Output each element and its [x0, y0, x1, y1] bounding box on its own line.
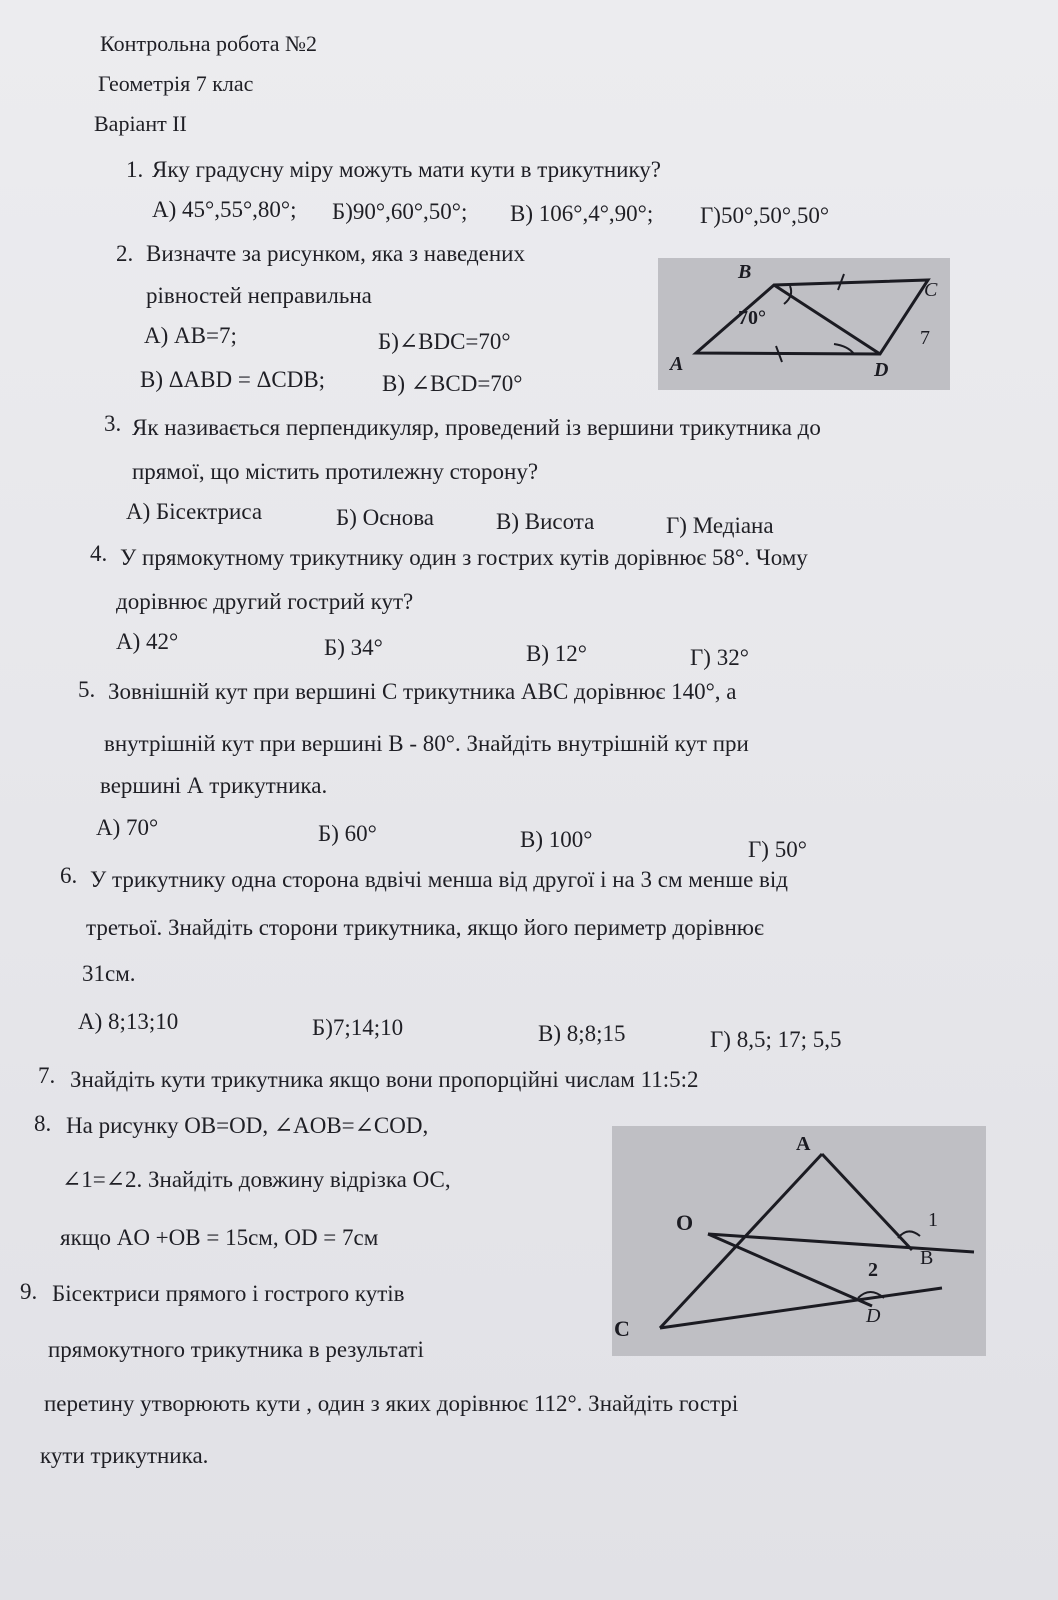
q2-option-c: В) ΔABD = ΔCDB;: [140, 367, 326, 392]
q6-option-c: В) 8;8;15: [538, 1021, 626, 1046]
question-3-number: 3.: [104, 411, 122, 436]
q1-option-b: Б)90°,60°,50°;: [332, 199, 468, 224]
q3-option-c: В) Висота: [496, 509, 595, 534]
q6-option-a: А) 8;13;10: [78, 1009, 179, 1034]
q4-option-a: А) 42°: [116, 629, 179, 654]
question-1-text: Яку градусну міру можуть мати кути в трикутнику?: [152, 157, 662, 182]
triangles-angle-2-label: 2: [868, 1259, 878, 1281]
parallelogram-diagram: [658, 258, 950, 390]
q4-option-d: Г) 32°: [690, 645, 749, 670]
triangles-label-c: C: [614, 1316, 630, 1341]
question-8-text-line-2: ∠1=∠2. Знайдіть довжину відрізка ОС,: [62, 1167, 451, 1192]
question-3-text-line-2: прямої, що містить протилежну сторону?: [132, 459, 539, 484]
parallelogram-label-a: A: [670, 353, 684, 375]
question-6-text-line-3: 31см.: [82, 961, 136, 986]
q5-option-a: А) 70°: [96, 815, 159, 840]
question-6-text-line-2: третьої. Знайдіть сторони трикутника, якщо його периметр дорівнює: [86, 915, 764, 940]
question-2-text-line-2: рівностей неправильна: [146, 283, 372, 308]
question-7-number: 7.: [38, 1063, 56, 1088]
q1-option-a: А) 45°,55°,80°;: [152, 197, 297, 222]
question-4-text-line-1: У прямокутному трикутнику один з гострих кутів дорівнює 58°. Чому: [120, 545, 808, 570]
q5-option-d: Г) 50°: [748, 837, 807, 862]
question-5-text-line-1: Зовнішній кут при вершині С трикутника АВС дорівнює 140°, а: [108, 679, 737, 704]
q3-option-b: Б) Основа: [336, 505, 435, 530]
q2-option-d: В) ∠BCD=70°: [382, 371, 523, 396]
triangles-label-o: O: [676, 1210, 694, 1235]
q5-option-b: Б) 60°: [318, 821, 377, 846]
parallelogram-side-label: 7: [920, 327, 930, 349]
question-8-number: 8.: [34, 1111, 52, 1136]
triangles-label-d: D: [866, 1305, 881, 1327]
question-9-text-line-1: Бісектриси прямого і гострого кутів: [52, 1281, 405, 1306]
q2-option-a: А) АВ=7;: [144, 323, 237, 348]
triangles-label-b: B: [920, 1247, 934, 1269]
parallelogram-angle-label: 70°: [738, 307, 766, 329]
q4-option-b: Б) 34°: [324, 635, 383, 660]
question-9-text-line-4: кути трикутника.: [40, 1443, 209, 1468]
q1-option-d: Г)50°,50°,50°: [700, 203, 830, 228]
question-9-number: 9.: [20, 1279, 38, 1304]
triangles-angle-1-label: 1: [928, 1209, 938, 1231]
question-2-text-line-1: Визначте за рисунком, яка з наведених: [146, 241, 525, 266]
question-8-text-line-1: На рисунку OB=OD, ∠AOB=∠COD,: [66, 1113, 429, 1138]
q3-option-a: А) Бісектриса: [126, 499, 263, 524]
question-1-number: 1.: [126, 157, 144, 182]
question-3-text-line-1: Як називається перпендикуляр, проведений із вершини трикутника до: [132, 415, 821, 440]
variant-line: Варіант II: [94, 111, 187, 136]
question-6-text-line-1: У трикутнику одна сторона вдвічі менша від другої і на 3 см менше від: [90, 867, 788, 892]
parallelogram-label-b: B: [738, 261, 752, 283]
page-title: Контрольна робота №2: [100, 31, 318, 56]
question-4-number: 4.: [90, 541, 108, 566]
question-5-text-line-3: вершині А трикутника.: [100, 773, 328, 798]
question-5-number: 5.: [78, 677, 96, 702]
parallelogram-figure: [658, 258, 950, 390]
subject-line: Геометрія 7 клас: [98, 71, 254, 96]
parallelogram-label-c: C: [924, 279, 938, 301]
triangles-diagram: [612, 1126, 986, 1356]
q5-option-c: В) 100°: [520, 827, 593, 852]
q6-option-b: Б)7;14;10: [312, 1015, 404, 1040]
q6-option-d: Г) 8,5; 17; 5,5: [710, 1027, 842, 1052]
question-4-text-line-2: дорівнює другий гострий кут?: [116, 589, 414, 614]
q3-option-d: Г) Медіана: [666, 513, 774, 538]
question-8-text-line-3: якщо AO +OB = 15см, OD = 7см: [60, 1225, 379, 1250]
q2-option-b: Б)∠BDC=70°: [378, 329, 511, 354]
triangles-figure: [612, 1126, 986, 1356]
question-5-text-line-2: внутрішній кут при вершині В - 80°. Знайдіть внутрішній кут при: [104, 731, 749, 756]
question-2-number: 2.: [116, 241, 134, 266]
triangles-label-a: A: [796, 1133, 811, 1155]
question-9-text-line-2: прямокутного трикутника в результаті: [48, 1337, 424, 1362]
question-6-number: 6.: [60, 863, 78, 888]
question-9-text-line-3: перетину утворюють кути , один з яких дорівнює 112°. Знайдіть гострі: [44, 1391, 739, 1416]
q4-option-c: В) 12°: [526, 641, 587, 666]
parallelogram-label-d: D: [874, 359, 889, 381]
question-7-text: Знайдіть кути трикутника якщо вони пропорційні числам 11:5:2: [70, 1067, 699, 1092]
q1-option-c: В) 106°,4°,90°;: [510, 201, 654, 226]
